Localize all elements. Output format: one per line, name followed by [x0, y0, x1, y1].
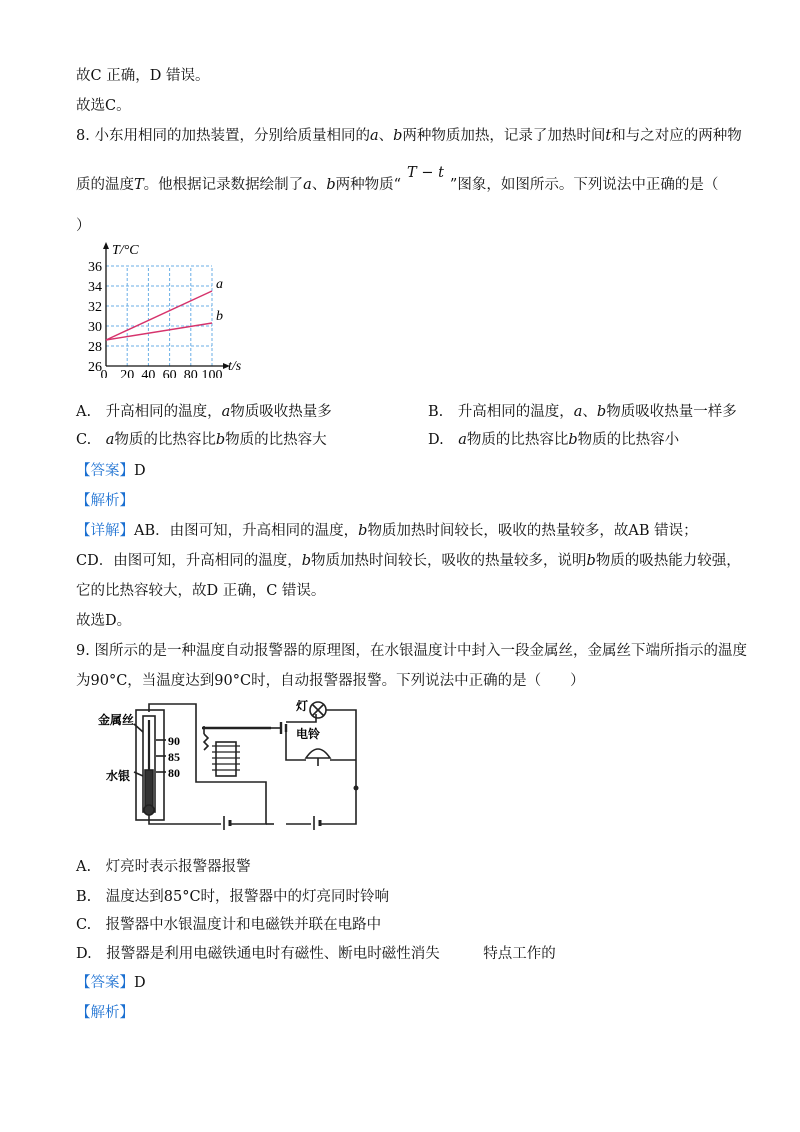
q9-stem-line1: 9. 图所示的是一种温度自动报警器的原理图，在水银温度计中封入一段金属丝，金属丝下端所指示的温度 — [76, 643, 747, 659]
q8-detail-line2: CD．由图可知，升高相同的温度，b物质加热时间较长，吸收的热量较多，说明b物质的吸热能力较强， — [76, 553, 741, 569]
y-tick-label: 30 — [88, 320, 102, 335]
x-tick-label: 80 — [183, 368, 198, 378]
q8-analysis-label: 【解析】 — [76, 493, 134, 509]
mercury-column — [145, 770, 153, 808]
text-line: 故C 正确，D 错误。 — [76, 68, 210, 84]
y-tick-label: 26 — [88, 360, 102, 375]
y-tick-label: 32 — [88, 300, 102, 315]
q9-option-d: D. 报警器是利用电磁铁通电时有磁性、断电时磁性消失 特点工作的 — [76, 946, 556, 962]
y-tick-label: 28 — [88, 340, 102, 355]
label-lamp: 灯 — [296, 700, 309, 713]
series-label-a: a — [216, 277, 223, 292]
q8-stem-line2: 质的温度T。他根据记录数据绘制了a、b两种物质“T − t”图象，如图所示。下列说法中正确的是（ — [76, 165, 719, 193]
x-tick-label: 20 — [120, 368, 135, 378]
x-tick-label: 0 — [100, 368, 108, 378]
q8-option-a: A. 升高相同的温度，a物质吸收热量多 — [76, 404, 332, 420]
label-bell: 电铃 — [296, 727, 321, 741]
junction-dot — [354, 786, 359, 791]
x-tick-label: 40 — [141, 368, 156, 378]
alarm-circuit-diagram — [96, 700, 368, 830]
y-axis-label: T/°C — [112, 243, 139, 258]
label-mercury: 水银 — [106, 769, 131, 783]
scale-90: 90 — [168, 734, 180, 748]
temperature-time-chart — [82, 240, 252, 378]
q8-stem-line1: 8. 小东用相同的加热装置，分别给质量相同的a、b两种物质加热，记录了加热时间t和与之对应的两种物 — [76, 128, 742, 144]
q8-option-d: D. a物质的比热容比b物质的比热容小 — [428, 432, 680, 448]
spring — [204, 734, 208, 750]
scale-80: 80 — [168, 766, 180, 780]
series-line-a — [106, 291, 212, 340]
bell-symbol — [306, 749, 330, 758]
electromagnet-core — [216, 742, 236, 776]
wire — [230, 792, 266, 824]
series-label-b: b — [216, 309, 223, 324]
scale-85: 85 — [168, 750, 180, 764]
wire — [320, 788, 356, 824]
q8-option-b: B. 升高相同的温度，a、b物质吸收热量一样多 — [428, 404, 737, 420]
x-tick-label: 100 — [201, 368, 223, 378]
thermometer-bulb — [144, 805, 154, 815]
q9-option-c: C. 报警器中水银温度计和电磁铁并联在电路中 — [76, 917, 382, 933]
q8-option-c: C. a物质的比热容比b物质的比热容大 — [76, 432, 327, 448]
q8-detail-line1: 【详解】AB．由图可知，升高相同的温度，b物质加热时间较长，吸收的热量较多，故AB 错误； — [76, 523, 698, 539]
q9-answer: 【答案】D — [76, 975, 146, 991]
label-metal-wire: 金属丝 — [98, 713, 135, 727]
q9-analysis-label: 【解析】 — [76, 1005, 134, 1021]
y-axis-arrow — [103, 242, 109, 249]
text-line: 故选C。 — [76, 98, 131, 114]
q8-detail-line4: 故选D。 — [76, 613, 132, 629]
x-tick-label: 60 — [162, 368, 177, 378]
q8-detail-line3: 它的比热容较大，故D 正确，C 错误。 — [76, 583, 326, 599]
y-tick-label: 36 — [88, 260, 102, 275]
chart-ticks — [88, 260, 223, 378]
q8-answer: 【答案】D — [76, 463, 146, 479]
x-axis-label: t/s — [228, 359, 242, 374]
wire — [326, 710, 356, 788]
formula: T − t — [407, 165, 444, 181]
q9-stem-line2: 为90°C，当温度达到90°C时，自动报警器报警。下列说法中正确的是（ ） — [76, 673, 585, 689]
y-tick-label: 34 — [88, 280, 102, 295]
q9-option-a: A. 灯亮时表示报警器报警 — [76, 859, 251, 875]
q9-option-b: B. 温度达到85°C时，报警器中的灯亮同时铃响 — [76, 889, 390, 905]
q8-stem-line3: ） — [76, 218, 91, 234]
